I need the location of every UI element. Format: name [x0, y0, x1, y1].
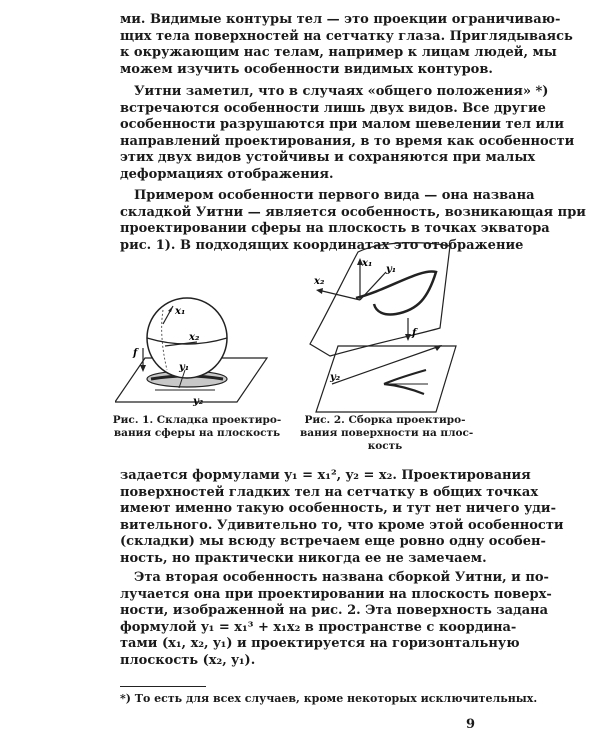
caption-line: вания сферы на плоскость [113, 427, 281, 439]
text-line: ность, но практически никогда ее не замечаем. [120, 550, 487, 566]
caption-line: кость [367, 440, 403, 452]
label-x1: x₁ [362, 258, 373, 269]
footnote: *) То есть для всех случаев, кроме некоторых исключительных. [120, 692, 538, 705]
cusp-surface-diagram [300, 238, 465, 413]
fold-line [356, 272, 436, 315]
text-line: можем изучить особенности видимых контуров. [120, 61, 493, 77]
text-line: особенности разрушаются при малом шевелении тел или [120, 117, 565, 132]
surface [310, 243, 450, 356]
text-line: к окружающим нас телам, например к лицам людей, мы [120, 45, 557, 60]
label-x2: x₂ [314, 276, 325, 287]
text-line: задается формулами y₁ = x₁², y₂ = x₂. Проектирования [120, 468, 531, 483]
label-x2: x₂ [189, 332, 200, 343]
text-line: поверхностей гладких тел на сетчатку в общих точках [120, 484, 539, 500]
text-line: встречаются особенности лишь двух видов. Все другие [120, 100, 546, 116]
label-y2: y₂ [330, 372, 341, 383]
text-line: формулой y₁ = x₁³ + x₁x₂ в пространстве с координа- [120, 619, 517, 635]
y1-arrowhead [434, 345, 442, 351]
text-line: Уитни заметил, что в случаях «общего положения» *) [134, 84, 549, 99]
label-y2: y₂ [193, 396, 204, 407]
page-number: 9 [466, 717, 476, 732]
footnote-divider [120, 686, 206, 687]
paragraph-whitney [120, 84, 575, 183]
text-line: щих тела поверхностей на сетчатку глаза. Приглядываясь [120, 28, 573, 44]
text-line: Эта вторая особенность названа сборкой Уитни, и по- [134, 570, 549, 585]
text-line: этих двух видов устойчивы и сохраняются при малых [120, 150, 536, 165]
text-line: тами (x₁, x₂, y₁) и проектируется на горизонтальную [120, 636, 520, 651]
text-line: ми. Видимые контуры тел — это проекции ограничиваю- [120, 12, 561, 27]
caption-line: Рис. 1. Складка проектиро- [112, 414, 282, 426]
f-arrowhead [140, 365, 146, 372]
figure-1-fold [115, 290, 275, 410]
f-arrowhead [405, 334, 411, 341]
y1-axis-bottom [332, 346, 440, 384]
text-line: деформациях отображения. [120, 166, 334, 182]
text-line: лучается она при проектировании на плоскость поверх- [120, 586, 552, 602]
text-line: направлений проектирования, в то время как особенности [120, 133, 575, 149]
label-f: f [412, 328, 417, 339]
figure-1-caption [112, 414, 282, 440]
label-f: f [133, 348, 138, 359]
caption-line: Рис. 2. Сборка проектиро- [304, 414, 466, 426]
paragraph-cusp [120, 570, 552, 669]
label-y1: y₁ [386, 264, 397, 275]
paragraph-formula-fold [120, 468, 564, 567]
text-line: складкой Уитни — является особенность, возникающая при [120, 204, 586, 220]
text-line: ности, изображенной на рис. 2. Эта поверхность задана [120, 603, 549, 618]
text-line: вительного. Удивительно то, что кроме этой особенности [120, 517, 564, 533]
x2-axis [318, 290, 360, 300]
text-line: (складки) мы всюду встречаем еще ровно одну особен- [120, 534, 546, 549]
y1-axis-top [360, 272, 386, 300]
figure-2-caption [300, 414, 474, 453]
caption-line: вания поверхности на плос- [300, 427, 474, 439]
cusp-curve [384, 370, 426, 394]
figure-2-cusp [300, 238, 465, 413]
label-y1: y₁ [179, 362, 190, 373]
text-line: Примером особенности первого вида — она названа [134, 188, 535, 203]
sphere-projection-diagram [115, 290, 275, 410]
text-line: имеют именно такую особенность, и тут нет ничего уди- [120, 501, 556, 516]
text-line: проектировании сферы на плоскость в точках экватора [120, 221, 550, 236]
text-line: плоскость (x₂, y₁). [120, 652, 256, 668]
label-x1: x₁ [175, 306, 186, 317]
x2-arrowhead [316, 288, 323, 294]
paragraph-intro [120, 12, 573, 78]
text-line: рис. 1). В подходящих координатах это отображение [120, 237, 524, 253]
